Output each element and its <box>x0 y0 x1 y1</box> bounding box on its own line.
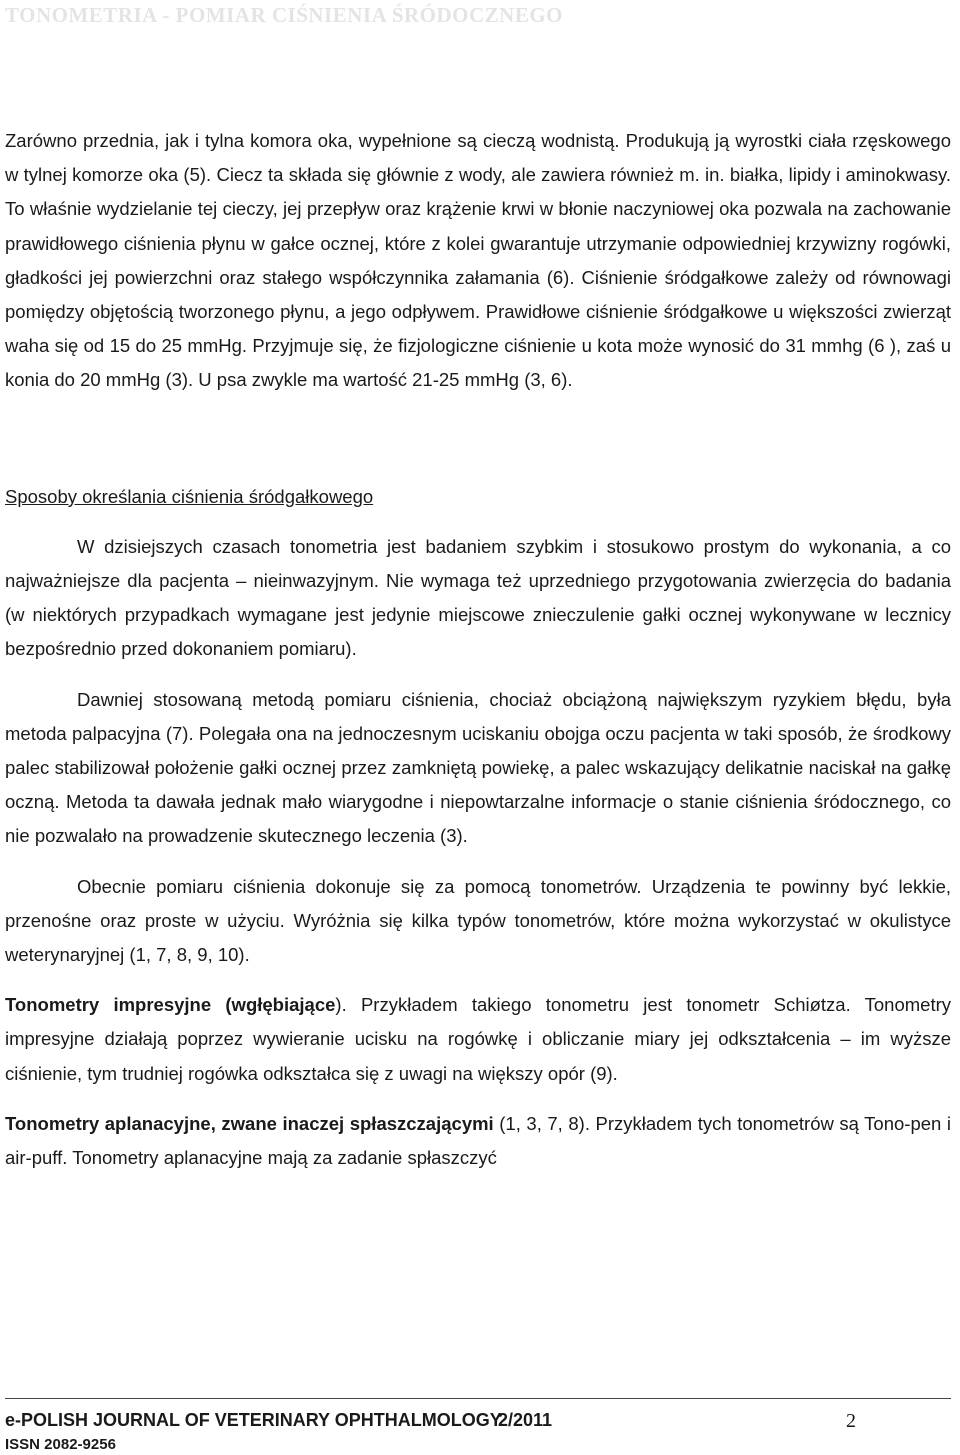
paragraph-tonometry-today: W dzisiejszych czasach tonometria jest badaniem szybkim i stosukowo prostym do wykonania, a co najważniejsze dla pacjenta – nieinwazyjnym. Nie wymaga też uprzedniego przygotowania zwierzęcia do badania (w niektórych przypadkach wymagane jest jedynie miejscowe znieczulenie gałki ocznej wykonywane w lecznicy bezpośrednio przed dokonaniem pomiaru). <box>5 535 951 660</box>
term-applanation-tonometers: Tonometry aplanacyjne, zwane inaczej spłaszczającymi <box>5 1112 494 1134</box>
footer-divider <box>5 1398 951 1399</box>
issn: ISSN 2082-9256 <box>5 1436 116 1453</box>
term-impression-tonometers: Tonometry impresyjne (wgłębiające <box>5 994 336 1016</box>
paragraph-applanation-tonometers <box>5 1107 951 1175</box>
applanation-tonometers-text: (1, 3, 7, 8). Przykładem tych tonometrów są Tono-pen i air-puff. Tonometry aplanacyjne mają za zadanie spłaszczyć <box>5 1112 951 1169</box>
section-heading <box>5 480 951 514</box>
section-heading-text: Sposoby określania ciśnienia śródgałkowego <box>5 485 374 507</box>
paragraph-impression-tonometers <box>5 988 951 1091</box>
paragraph-palpation-method: Dawniej stosowaną metodą pomiaru ciśnienia, chociaż obciążoną największym ryzykiem błędu, była metoda palpacyjna (7). Polegała ona na jednoczesnym uciskaniu obojga oczu pacjenta w taki sposób, że środkowy palec stabilizował położenie gałki ocznej przez zamkniętą powiekę, a palec wskazujący delikatnie naciskał na gałkę oczną. Metoda ta dawała jednak mało wiarygodne i niepowtarzalne informacje o stanie ciśnienia śródocznego, co nie pozwalało na prowadzenie skutecznego leczenia (3). <box>5 688 951 847</box>
journal-name: e-POLISH JOURNAL OF VETERINARY OPHTHALMOLOGY <box>5 1410 502 1430</box>
page-number: 2 <box>846 1410 856 1432</box>
running-header: TONOMETRIA - POMIAR CIŚNIENIA ŚRÓDOCZNEGO <box>5 3 564 27</box>
paragraph-aqueous-humor: Zarówno przednia, jak i tylna komora oka, wypełnione są cieczą wodnistą. Produkują ją wyrostki ciała rzęskowego w tylnej komorze oka (5). Ciecz ta składa się głównie z wody, ale zawiera również m. in. białka, lipidy i aminokwasy. To właśnie wydzielanie tej cieczy, jej przepływ oraz krążenie krwi w błonie naczyniowej oka pozwala na zachowanie prawidłowego ciśnienia płynu w gałce ocznej, które z kolei gwarantuje utrzymanie odpowiedniej krzywizny rogówki, gładkości jej powierzchni oraz stałego współczynnika załamania (6). Ciśnienie śródgałkowe zależy od równowagi pomiędzy objętością tworzonego płynu, a jego odpływem. Prawidłowe ciśnienie śródgałkowe u większości zwierząt waha się od 15 do 25 mmHg. Przyjmuje się, że fizjologiczne ciśnienie u kota może wynosić do 31 mmhg (6 ), zaś u konia do 20 mmHg (3). U psa zwykle ma wartość 21-25 mmHg (3, 6). <box>5 130 951 391</box>
impression-tonometers-text: ). Przykładem takiego tonometru jest tonometr Schiøtza. Tonometry impresyjne działają poprzez wywieranie ucisku na rogówkę i obliczanie miary jej odkształcenia – im wyższe ciśnienie, tym trudniej rogówka odkształca się z uwagi na większy opór (9). <box>5 994 951 1084</box>
issue-number: 2/2011 <box>498 1410 553 1430</box>
article-body <box>5 124 951 1175</box>
paragraph-tonometers: Obecnie pomiaru ciśnienia dokonuje się za pomocą tonometrów. Urządzenia te powinny być lekkie, przenośne oraz proste w użyciu. Wyróżnia się kilka typów tonometrów, które można wykorzystać w okulistyce weterynaryjnej (1, 7, 8, 9, 10). <box>5 875 951 966</box>
